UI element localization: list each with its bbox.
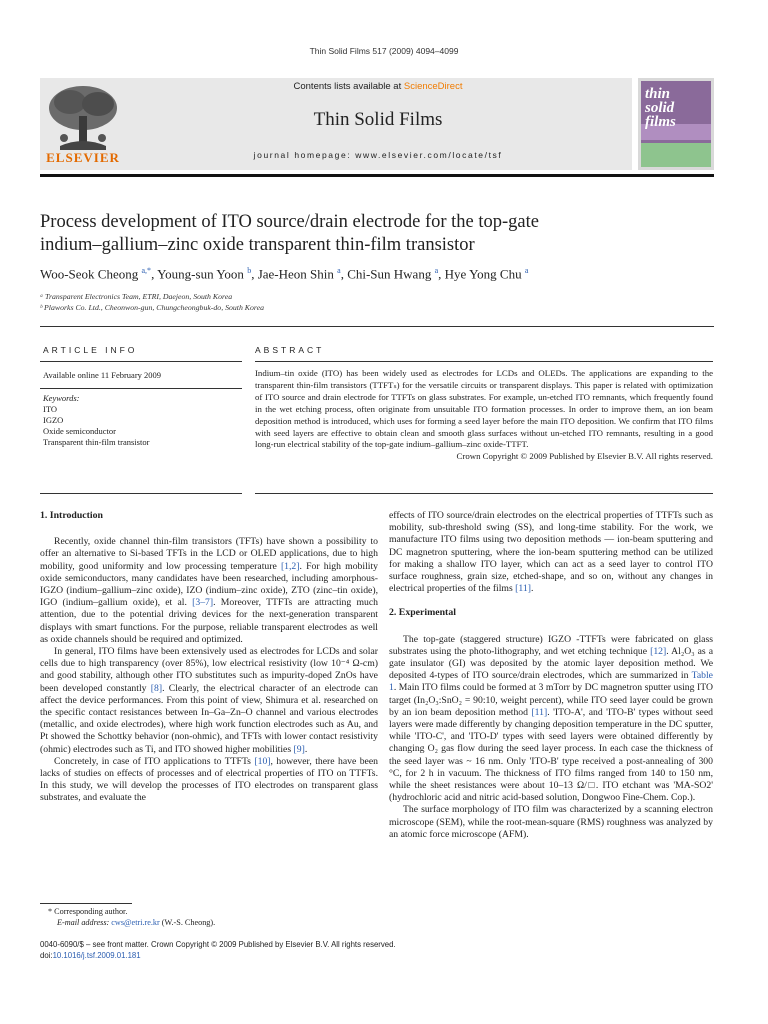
paragraph: The surface morphology of ITO film was characterized by a scanning electron microscope (SEM), while the root-mean-square (RMS) roughness was analyzed by an atomic force microscope (AFM). <box>389 804 713 840</box>
abstract-body <box>255 368 713 463</box>
author-separator: , <box>340 266 348 282</box>
right-column <box>389 510 713 841</box>
corresponding-author: * Corresponding author. <box>48 907 128 916</box>
paragraph: Recently, oxide channel thin-film transistors (TFTs) have shown a possibility to offer an alternative to Si-based TFTs in the LCD or OLED applications, due to high mobility, good uniformity and low processing temperature [1,2]. For high mobility oxide semiconductors, many candidates have been researched, including amorphous-IGZO (indium–gallium–zinc oxide), IZO (indium–zinc oxide), ZTO (zinc–tin oxide), IGO (indium–gallium oxide), et al. [3–7]. Moreover, TTFTs are attracting much attention, due to the potential driving devices for the next-generation transparent displays with smart functions. For the purpose, reliable transparent electrodes as well as oxide channels should be required and optimized. <box>40 536 378 645</box>
author-name: Woo-Seok Cheong <box>40 266 139 282</box>
keywords-label: Keywords: <box>43 393 80 403</box>
author-separator: , <box>438 266 445 282</box>
affiliation-b: ᵇ Plaworks Co. Ltd., Cheonwon-gun, Chungcheongbuk-do, South Korea <box>40 303 265 312</box>
abstract-copyright: Crown Copyright © 2009 Published by Elsevier B.V. All rights reserved. <box>456 451 713 462</box>
keyword: Transparent thin-film transistor <box>43 437 150 447</box>
abstract-heading: ABSTRACT <box>255 345 325 355</box>
paragraph: In general, ITO films have been extensively used as electrodes for LCDs and solar cells due to high transparency (over 85%), low electrical resistivity (low 10⁻⁴ Ω-cm) and good stability, although other ITO substitutes such as impurity-doped ZnOs have been developed constantly [8]. Clearly, the electrical character of an electrode can affect the device performances. From this point of view, Shimura et al. researched on the specific contact resistances between In–Ga–Zn–O channel and various electrodes (metallic, and oxide electrodes), where high work function electrodes such as Au, and Pt showed the Schottky behavior (non-ohmic), and TFTs with lower contact resistivity (ohmic) electrodes such as Ti, and ITO showed higher mobilities [9]. <box>40 646 378 755</box>
article-info-heading: ARTICLE INFO <box>43 345 138 355</box>
journal-homepage[interactable]: journal homepage: www.elsevier.com/locate/tsf <box>253 150 503 160</box>
author-affiliation-marker[interactable]: a,* <box>141 266 152 275</box>
elsevier-wordmark: ELSEVIER <box>46 150 120 165</box>
article-title: Process development of ITO source/drain electrode for the top-gate indium–gallium–zinc oxide transparent thin-film transistor <box>40 212 539 255</box>
issn-line: 0040-6090/$ – see front matter. Crown Copyright © 2009 Published by Elsevier B.V. All rights reserved. <box>40 940 396 949</box>
footnote-rule <box>40 903 132 904</box>
abstract-text: Indium–tin oxide (ITO) has been widely used as electrodes for LCDs and OLEDs. The applications are expanding to the transparent thin-film transistors (TTFTₛ) for the versatile circuits or transparent displays. This paper is related with optimization of ITO source and drain electrode for TTFTs on glass substrates. For example, un-etched ITO remnants, which frequently found in the wet etching process, often originate from unsuitable ITO formation processes. In order to improve them, an ion beam deposition method is introduced, which uses for forming a seed layer before the main ITO deposition. We confirm that ITO films with seed layers are effective to obtain clean and smooth glass surfaces without un-etched ITO remnants, resulting in a good long-run electrical stability of the top-gate indium–gallium–zinc oxide-TTFT. <box>255 368 713 450</box>
paragraph: Concretely, in case of ITO applications to TTFTs [10], however, there have been lacks of studies on effects of processes and of electrical properties of ITO on TTFTs. In this study, we will develop the processes of ITO electrodes on transparent glass substrates, and evaluate the <box>40 755 378 804</box>
citation-link[interactable]: [11] <box>531 706 548 718</box>
author-name: Young-sun Yoon <box>157 266 244 282</box>
left-column <box>40 510 378 805</box>
divider <box>255 361 713 362</box>
email-link[interactable]: cws@etri.re.kr <box>111 918 160 927</box>
keyword-list <box>43 404 149 448</box>
citation-link[interactable]: [1,2] <box>280 560 300 572</box>
author-name: Hye Yong Chu <box>444 266 522 282</box>
section-heading-experimental: 2. Experimental <box>389 607 456 619</box>
citation-link[interactable]: [8] <box>150 682 163 694</box>
keyword: IGZO <box>43 415 64 425</box>
sciencedirect-link[interactable]: ScienceDirect <box>403 81 463 92</box>
doi-link[interactable]: 10.1016/j.tsf.2009.01.181 <box>52 951 141 960</box>
citation-link[interactable]: [12] <box>650 645 667 657</box>
journal-cover-footer <box>641 143 711 167</box>
citation-link[interactable]: [9] <box>293 743 305 755</box>
journal-cover-title: thin solid films <box>645 86 676 130</box>
journal-title: Thin Solid Films <box>313 109 443 130</box>
header-rule <box>40 174 714 177</box>
keyword: Oxide semiconductor <box>43 426 116 436</box>
author-list <box>40 266 720 282</box>
footnote: * Corresponding author. E-mail address: cws@etri.re.kr (W.-S. Cheong). <box>48 907 216 927</box>
divider <box>40 388 242 389</box>
contents-line <box>130 81 626 92</box>
running-head: Thin Solid Films 517 (2009) 4094–4099 <box>309 46 459 56</box>
author-separator: , <box>151 266 158 282</box>
contents-prefix: Contents lists available at <box>293 81 404 92</box>
divider <box>40 493 242 494</box>
author-name: Jae-Heon Shin <box>257 266 334 282</box>
paragraph: The top-gate (staggered structure) IGZO -TTFTs were fabricated on glass substrates using the photo-lithography, and wet etching technique [12]. Al₂O₃ as a gate insulator (GI) was deposited by the atomic layer deposition method. We deposited 4-types of ITO source/drain electrodes, which are summarized in Table 1. Main ITO films could be formed at 3 mTorr by DC magnetron sputter using ITO target (In₂O₃:SnO₂ = 90:10, weight percent), while ITO seed layer could be grown by an ion beam deposition method [11]. 'ITO-A', and 'ITO-B' types without seed layers were made differently by changing deposition temperature in the DC sputter, while 'ITO-C', and 'ITO-D' types with seed layers were obtained differently by changing O₂ gas flow during the seed layer process. In each case the thickness of the seed layer was ~ 16 nm. Only 'ITO-B' type received a post-annealing of 300 °C, for 2 h in vacuum. The thickness of ITO films ranged from 140 to 150 nm, while the sheet resistances were about 10–13 Ω/□. ITO etchant was 'MA-SO2' (hydrochloric acid and nitric acid-based solution, Dongwoo Fine-Chem. Cop.). <box>389 633 713 804</box>
citation-link[interactable]: [11] <box>515 583 531 595</box>
divider <box>255 493 713 494</box>
divider <box>40 326 714 327</box>
citation-link[interactable]: [3–7] <box>192 597 214 609</box>
front-matter: 0040-6090/$ – see front matter. Crown Copyright © 2009 Published by Elsevier B.V. All rights reserved. doi:10.1016/j.tsf.2009.01.181 <box>40 939 714 961</box>
author-affiliation-marker[interactable]: b <box>247 266 252 275</box>
author-name: Chi-Sun Hwang <box>347 266 432 282</box>
keyword: ITO <box>43 404 58 414</box>
author-separator: , <box>251 266 258 282</box>
author-affiliation-marker[interactable]: a <box>434 266 439 275</box>
table-link[interactable]: Table 1 <box>389 670 713 694</box>
affiliation-a: ᵃ Transparent Electronics Team, ETRI, Daejeon, South Korea <box>40 292 233 301</box>
author-affiliation-marker[interactable]: a <box>337 266 341 275</box>
paragraph: effects of ITO source/drain electrodes on the electrical properties of TTFTs such as mobility, sub-threshold swing (SS), and long-time stability. For the work, we manufacture ITO films using two deposition methods — ion-beam sputtering and DC magnetron sputtering, where the ion-beam sputtering method can be utilized for making a shallow ITO layer, which can act as a seed layer to control ITO surface roughness, grain size, etched-shape, and so on, without any changes in electrical properties of the films [11]. <box>389 510 713 595</box>
available-online: Available online 11 February 2009 <box>43 370 162 380</box>
author-affiliation-marker[interactable]: a <box>524 266 529 275</box>
section-heading-introduction: 1. Introduction <box>40 510 103 521</box>
divider <box>40 361 242 362</box>
citation-link[interactable]: [10] <box>254 755 271 767</box>
